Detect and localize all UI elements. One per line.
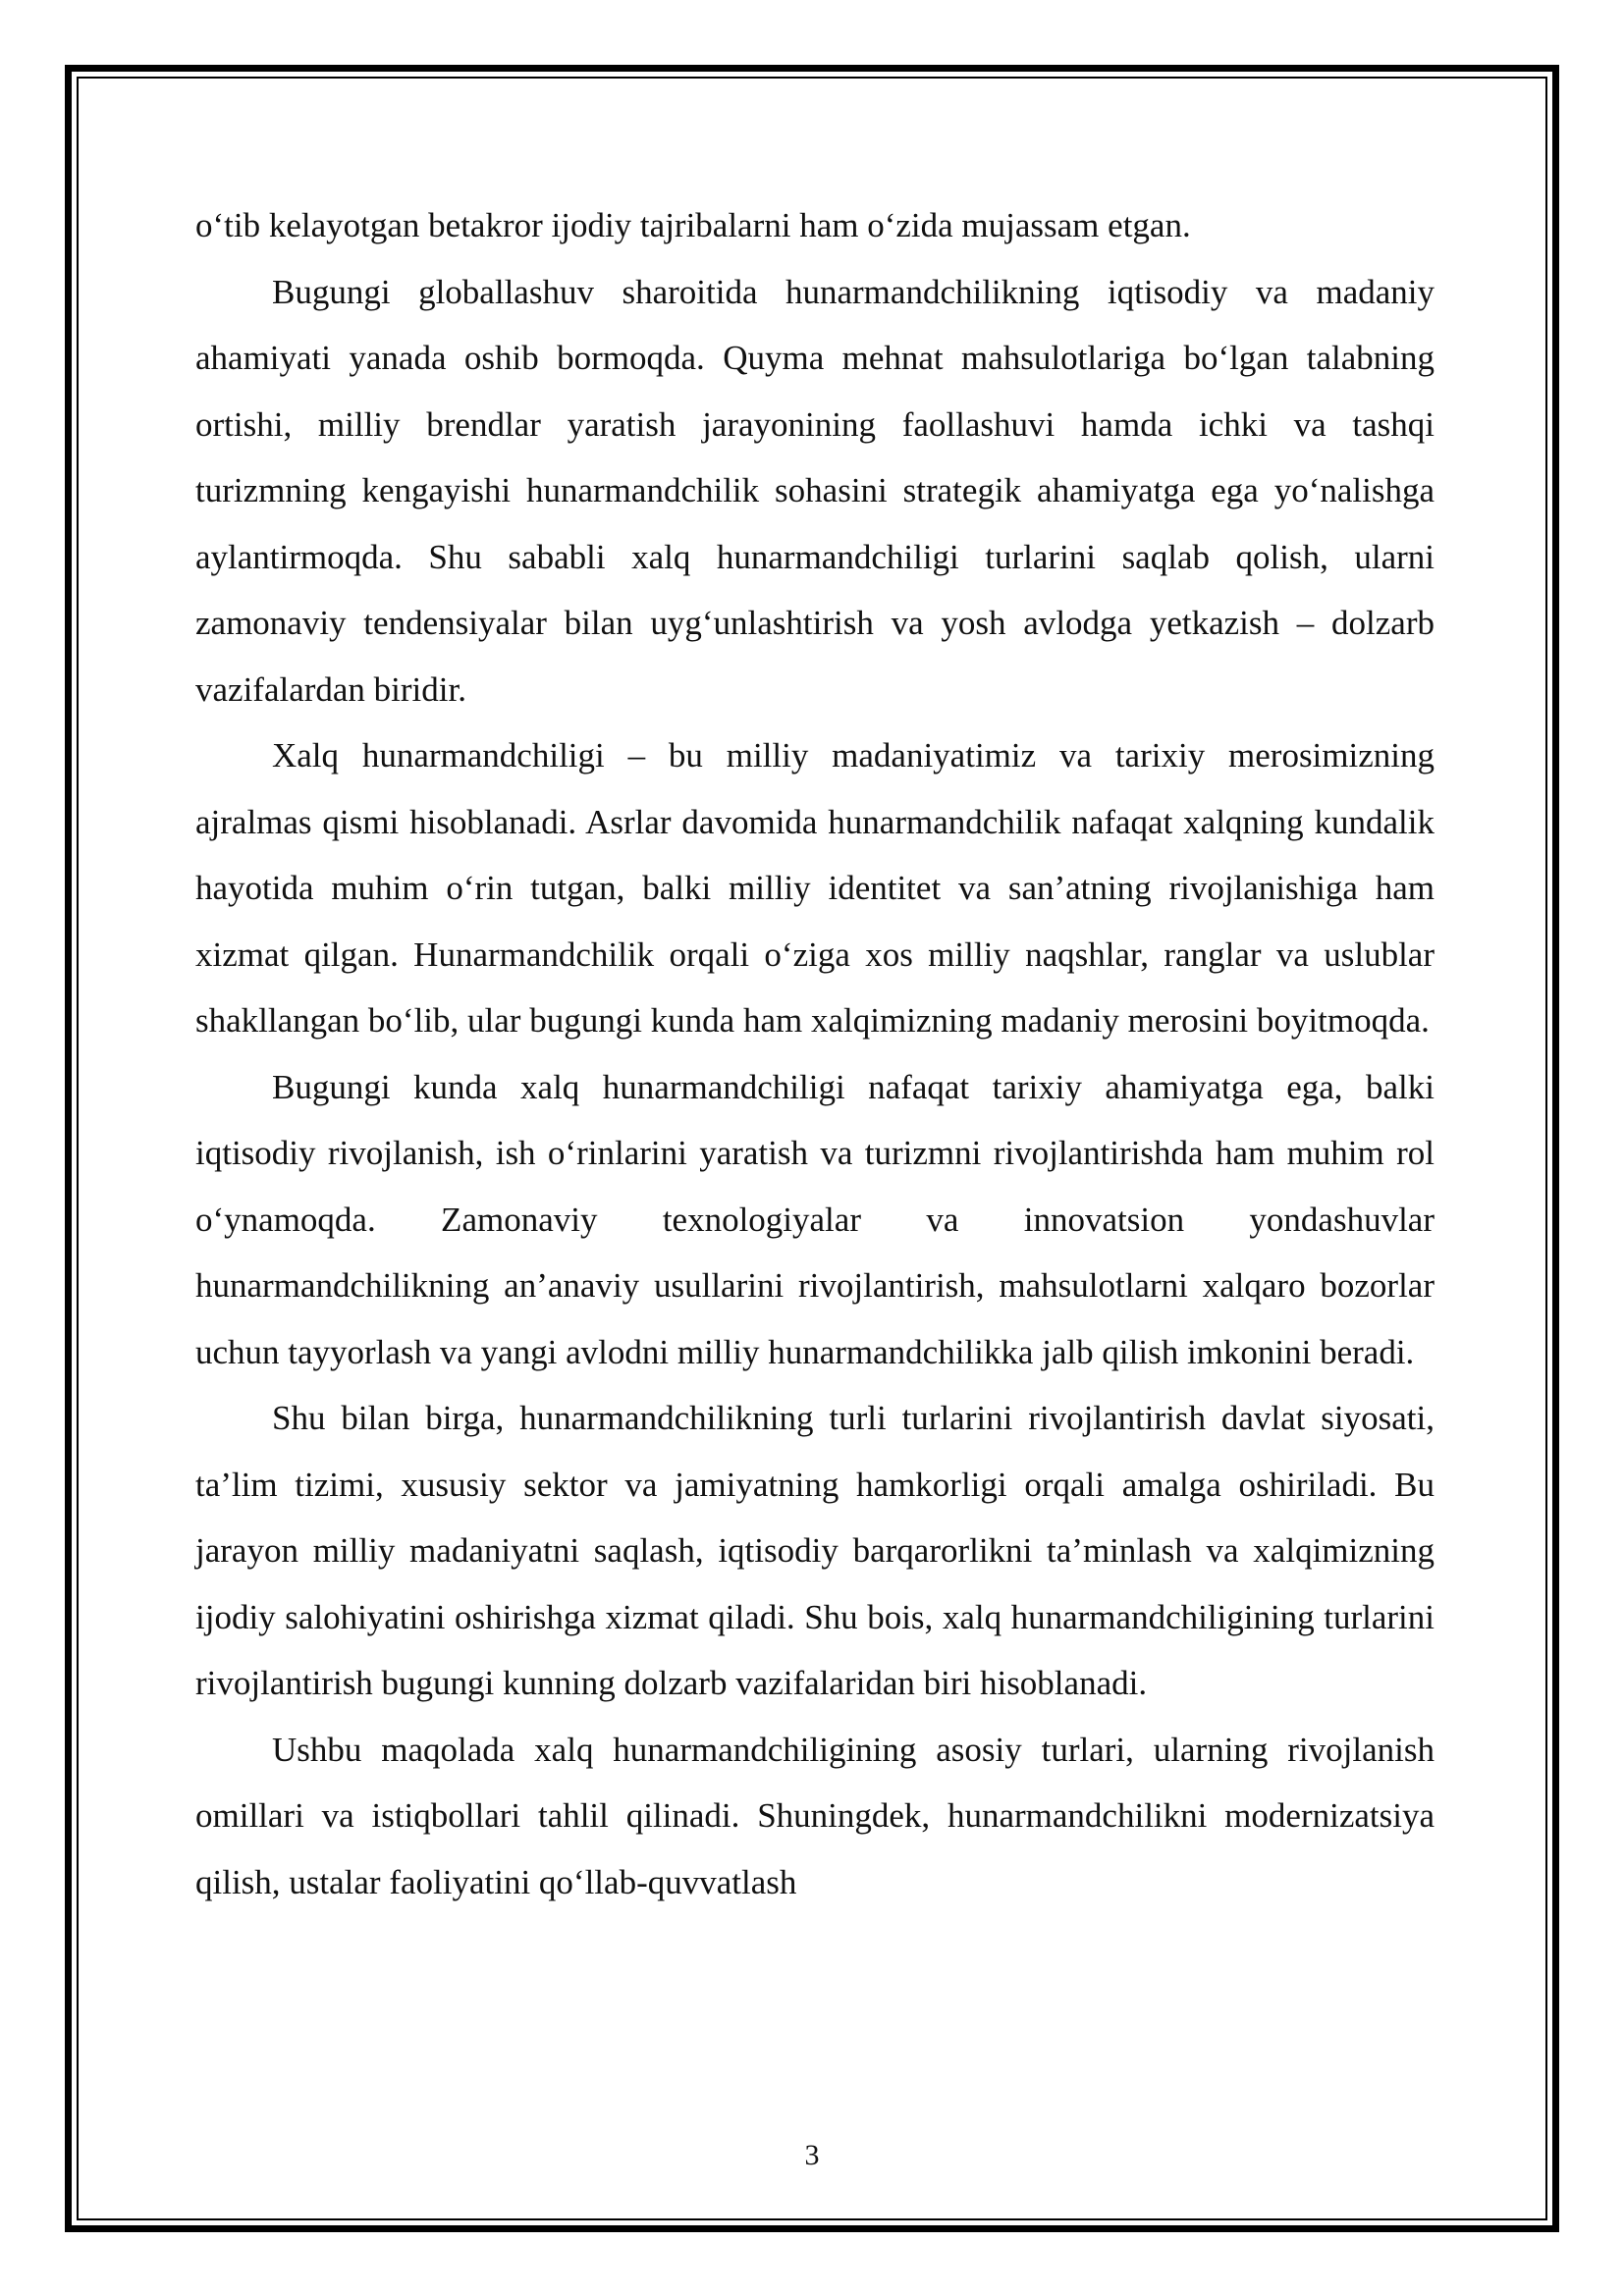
page-number: 3 xyxy=(804,2139,820,2171)
paragraph-continues: Ushbu maqolada xalq hunarmandchiligining asosiy turlari, ularning rivojlanish omillari va istiqbollari tahlil qilinadi. Shuningdek, hunarmandchilikni modernizatsiya qilish, ustalar faoliyatini qo‘llab-quvvatlash xyxy=(195,1730,1435,1901)
paragraph: Bugungi kunda xalq hunarmandchiligi nafaqat tarixiy ahamiyatga ega, balki iqtisodiy rivojlanish, ish o‘rinlarini yaratish va turizmni rivojlantirishda ham muhim rol o‘ynamoqda. Zamonaviy texnologiyalar va innovatsion yondashuvlar hunarmandchilikning an’anaviy usullarini rivojlantirish, mahsulotlarni xalqaro bozorlar uchun tayyorlash va yangi avlodni milliy hunarmandchilikka jalb qilish imkonini beradi. xyxy=(195,1067,1435,1371)
paragraph-continuation: o‘tib kelayotgan betakror ijodiy tajribalarni ham o‘zida mujassam etgan. xyxy=(195,206,1191,244)
paragraph: Shu bilan birga, hunarmandchilikning turli turlarini rivojlantirish davlat siyosati, ta’lim tizimi, xususiy sektor va jamiyatning hamkorligi orqali amalga oshiriladi. Bu jarayon milliy madaniyatni saqlash, iqtisodiy barqarorlikni ta’minlash va xalqimizning ijodiy salohiyatini oshirishga xizmat qiladi. Shu bois, xalq hunarmandchiligining turlarini rivojlantirish bugungi kunning dolzarb vazifalaridan biri hisoblanadi. xyxy=(195,1399,1435,1702)
document-body xyxy=(195,192,1435,1915)
paragraph: Bugungi globallashuv sharoitida hunarmandchilikning iqtisodiy va madaniy ahamiyati yanada oshib bormoqda. Quyma mehnat mahsulotlariga bo‘lgan talabning ortishi, milliy brendlar yaratish jarayonining faollashuvi hamda ichki va tashqi turizmning kengayishi hunarmandchilik sohasini strategik ahamiyatga ega yo‘nalishga aylantirmoqda. Shu sababli xalq hunarmandchiligi turlarini saqlab qolish, ularni zamonaviy tendensiyalar bilan uyg‘unlashtirish va yosh avlodga yetkazish – dolzarb vazifalardan biridir. xyxy=(195,272,1435,709)
paragraph: Xalq hunarmandchiligi – bu milliy madaniyatimiz va tarixiy merosimizning ajralmas qismi hisoblanadi. Asrlar davomida hunarmandchilik nafaqat xalqning kundalik hayotida muhim o‘rin tutgan, balki milliy identitet va san’atning rivojlanishiga ham xizmat qilgan. Hunarmandchilik orqali o‘ziga xos milliy naqshlar, ranglar va uslublar shakllangan bo‘lib, ular bugungi kunda ham xalqimizning madaniy merosini boyitmoqda. xyxy=(195,736,1435,1040)
